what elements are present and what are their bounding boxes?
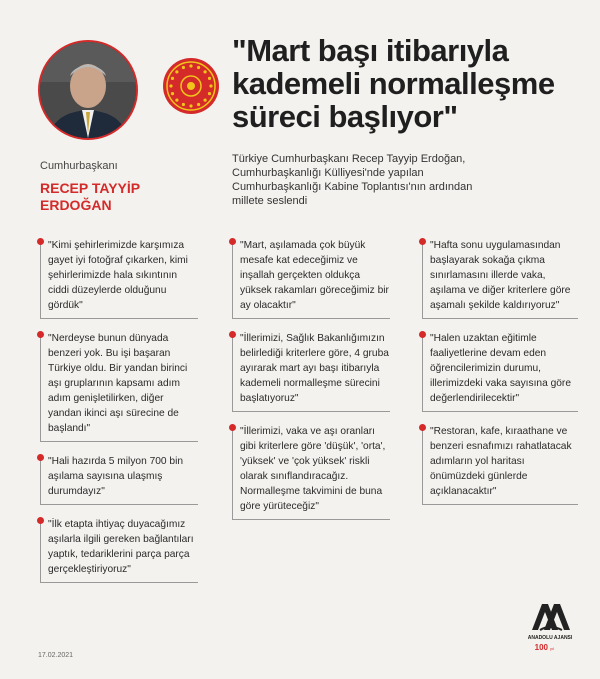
person-role: Cumhurbaşkanı	[40, 160, 118, 172]
publish-date: 17.02.2021	[38, 652, 74, 659]
bullet-dot-icon	[37, 331, 44, 338]
svg-text:ANADOLU AJANSI: ANADOLU AJANSI	[528, 635, 572, 641]
bullet-dot-icon	[419, 331, 426, 338]
quote-item: "Hafta sonu uygulamasından başlayarak sokağa çıkma sınırlamasını illerde vaka, aşılama ve diğer kriterlere göre aşamalı şekilde kaldırıyoruz"	[422, 238, 578, 319]
quote-item: "İllerimizi, Sağlık Bakanlığımızın belirlediği kriterlere göre, 4 gruba ayırarak mart ayı başı itibarıyla kademeli normalleşme sürecini başlatıyoruz"	[232, 331, 390, 412]
subhead: Türkiye Cumhurbaşkanı Recep Tayyip Erdoğan, Cumhurbaşkanlığı Külliyesi'nde yapılan Cumhurbaşkanlığı Kabine Toplantısı'nın ardından millete seslendi	[232, 153, 473, 207]
quote-item: "Mart, aşılamada çok büyük mesafe kat edeceğimiz ve inşallah gerçekten oldukça yüksek rakamları göreceğimiz bir ay olacaktır"	[232, 238, 390, 319]
quote-item: "Kimi şehirlerimizde karşımıza gayet iyi fotoğraf çıkarken, kimi şehirlerimizde hala sıkıntının ciddi düzeylerde olduğunu gördük"	[40, 238, 198, 319]
quote-item: "Halen uzaktan eğitimle faaliyetlerine devam eden öğrencilerimizin durumu, illerimizdeki vaka sayısına göre değerlendirilecektir"	[422, 331, 578, 412]
quote-column-1	[40, 238, 198, 595]
svg-text:yıl: yıl	[550, 646, 554, 651]
quote-item: "İllerimizi, vaka ve aşı oranları gibi kriterlere göre 'düşük', 'orta', 'yüksek' ve 'çok yüksek' riskli olarak sınıflandıracağız. Normalleşme takvimini de buna göre yürüteceğiz"	[232, 424, 390, 520]
bullet-dot-icon	[229, 238, 236, 245]
headline: "Mart başı itibarıyla kademeli normalleşme süreci başlıyor"	[232, 33, 555, 134]
quote-item: "Hali hazırda 5 milyon 700 bin aşılama sayısına ulaşmış durumdayız"	[40, 454, 198, 505]
quote-column-3	[422, 238, 578, 517]
bullet-dot-icon	[229, 331, 236, 338]
quote-item: "Restoran, kafe, kıraathane ve benzeri esnafımızı rahatlatacak adımların yol haritası önümüzdeki günlerde açıklanacaktır"	[422, 424, 578, 505]
anadolu-agency-logo-icon	[528, 600, 572, 660]
portrait-photo	[38, 40, 138, 140]
bullet-dot-icon	[37, 454, 44, 461]
quote-item: "Nerdeyse bunun dünyada benzeri yok. Bu işi başaran Türkiye oldu. Bir yandan birinci aşı gruplarının kapsamı adım adım genişletilirken, diğer yandan ikinci aşı sürecine de başlandı"	[40, 331, 198, 442]
person-name: RECEP TAYYİP ERDOĞAN	[40, 180, 140, 213]
bullet-dot-icon	[419, 238, 426, 245]
bullet-dot-icon	[37, 238, 44, 245]
bullet-dot-icon	[229, 424, 236, 431]
bullet-dot-icon	[419, 424, 426, 431]
quote-column-2	[232, 238, 390, 532]
presidential-seal-icon	[162, 57, 220, 115]
quote-item: "İlk etapta ihtiyaç duyacağımız aşılarla ilgili gereken bağlantıları yaptık, tedariklerini parça parça gerçekleştiriyoruz"	[40, 517, 198, 583]
svg-text:100: 100	[534, 643, 548, 652]
bullet-dot-icon	[37, 517, 44, 524]
